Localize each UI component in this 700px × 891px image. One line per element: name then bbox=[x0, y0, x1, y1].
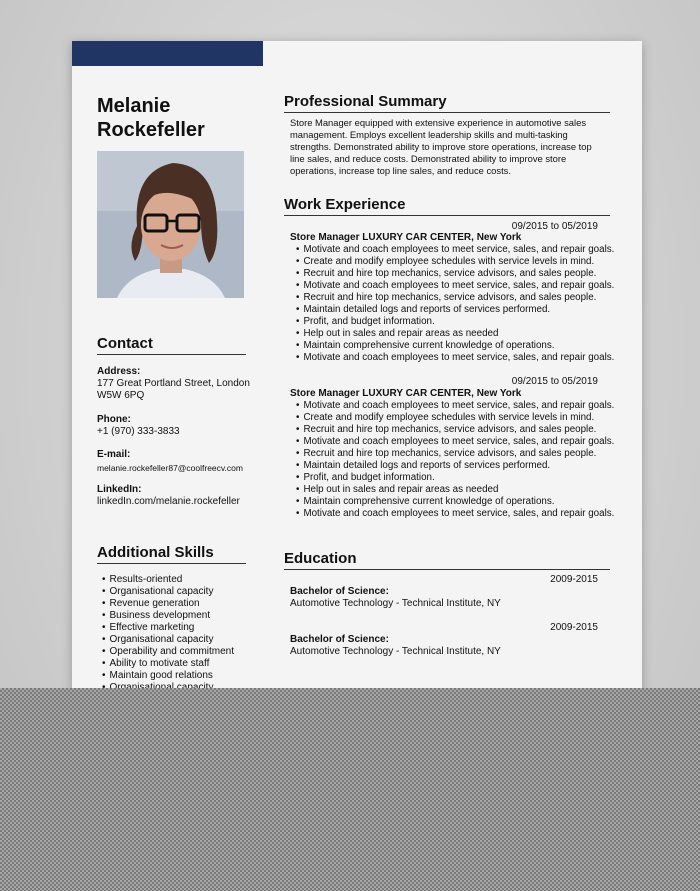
skill-item: • Revenue generation bbox=[102, 598, 234, 610]
duty-item: • Recruit and hire top mechanics, service advisors, and sales people. bbox=[296, 292, 614, 304]
duty-item: • Create and modify employee schedules with service levels in mind. bbox=[296, 412, 614, 424]
skill-item: • Organisational capacity bbox=[102, 586, 234, 598]
duty-item: • Maintain detailed logs and reports of services performed. bbox=[296, 304, 614, 316]
phone-label: Phone: bbox=[97, 414, 131, 425]
summary-text: Store Manager equipped with extensive experience in automotive sales management. Employs excellent leadership skills and multi-tasking strengths. Demonstrated ability to improve store operations, increase top line sales, and reduce costs. Demonstrated ability to improve store operations, increase top line sales, and reduce costs. bbox=[290, 117, 592, 176]
skill-item: • Ability to motivate staff bbox=[102, 658, 234, 670]
pixelated-overlay bbox=[0, 688, 700, 891]
education-degree: Bachelor of Science: bbox=[290, 586, 389, 597]
address-value: 177 Great Portland Street, London W5W 6PQ bbox=[97, 378, 250, 401]
linkedin-value: linkedIn.com/melanie.rockefeller bbox=[97, 496, 240, 507]
duty-item: • Motivate and coach employees to meet service, sales, and repair goals. bbox=[296, 436, 614, 448]
duty-item: • Maintain comprehensive current knowledge of operations. bbox=[296, 340, 614, 352]
job-title: Store Manager LUXURY CAR CENTER, New York bbox=[290, 232, 522, 243]
job-title: Store Manager LUXURY CAR CENTER, New York bbox=[290, 388, 522, 399]
skill-item: • Results-oriented bbox=[102, 574, 234, 586]
job-dates: 09/2015 to 05/2019 bbox=[511, 221, 598, 232]
duty-item: • Maintain comprehensive current knowledge of operations. bbox=[296, 496, 614, 508]
education-dates: 2009-2015 bbox=[550, 574, 598, 585]
email-value: melanie.rockefeller87@coolfreecv.com bbox=[97, 463, 243, 473]
skill-item: • Maintain good relations bbox=[102, 670, 234, 682]
skill-item: • Operability and commitment bbox=[102, 646, 234, 658]
job-duties bbox=[296, 400, 614, 520]
phone-value: +1 (970) 333-3833 bbox=[97, 426, 180, 437]
duty-item: • Motivate and coach employees to meet service, sales, and repair goals. bbox=[296, 352, 614, 364]
accent-bar bbox=[72, 41, 263, 66]
duty-item: • Motivate and coach employees to meet service, sales, and repair goals. bbox=[296, 280, 614, 292]
duty-item: • Profit, and budget information. bbox=[296, 316, 614, 328]
education-dates: 2009-2015 bbox=[550, 622, 598, 633]
profile-photo bbox=[97, 151, 244, 298]
education-heading: Education bbox=[284, 550, 610, 570]
email-label: E-mail: bbox=[97, 449, 131, 460]
duty-item: • Maintain detailed logs and reports of services performed. bbox=[296, 460, 614, 472]
resume-page bbox=[72, 41, 642, 741]
skills-list bbox=[102, 574, 234, 706]
contact-heading: Contact bbox=[97, 335, 246, 355]
duty-item: • Help out in sales and repair areas as needed bbox=[296, 328, 614, 340]
duty-item: • Create and modify employee schedules with service levels in mind. bbox=[296, 256, 614, 268]
candidate-name: Melanie Rockefeller bbox=[97, 95, 205, 141]
duty-item: • Profit, and budget information. bbox=[296, 472, 614, 484]
experience-heading: Work Experience bbox=[284, 196, 610, 216]
duty-item: • Help out in sales and repair areas as needed bbox=[296, 484, 614, 496]
duty-item: • Recruit and hire top mechanics, service advisors, and sales people. bbox=[296, 424, 614, 436]
address-label: Address: bbox=[97, 366, 141, 377]
skill-item: • Organisational capacity bbox=[102, 634, 234, 646]
education-school: Automotive Technology - Technical Institute, NY bbox=[290, 598, 501, 609]
linkedin-label: LinkedIn: bbox=[97, 484, 142, 495]
duty-item: • Motivate and coach employees to meet service, sales, and repair goals. bbox=[296, 244, 614, 256]
summary-heading: Professional Summary bbox=[284, 93, 610, 113]
skill-item: • Business development bbox=[102, 610, 234, 622]
job-dates: 09/2015 to 05/2019 bbox=[511, 376, 598, 387]
duty-item: • Recruit and hire top mechanics, service advisors, and sales people. bbox=[296, 268, 614, 280]
education-degree: Bachelor of Science: bbox=[290, 634, 389, 645]
duty-item: • Motivate and coach employees to meet service, sales, and repair goals. bbox=[296, 400, 614, 412]
education-school: Automotive Technology - Technical Institute, NY bbox=[290, 646, 501, 657]
duty-item: • Recruit and hire top mechanics, service advisors, and sales people. bbox=[296, 448, 614, 460]
duty-item: • Motivate and coach employees to meet service, sales, and repair goals. bbox=[296, 508, 614, 520]
skills-heading: Additional Skills bbox=[97, 544, 246, 564]
skill-item: • Effective marketing bbox=[102, 622, 234, 634]
job-duties bbox=[296, 244, 614, 364]
